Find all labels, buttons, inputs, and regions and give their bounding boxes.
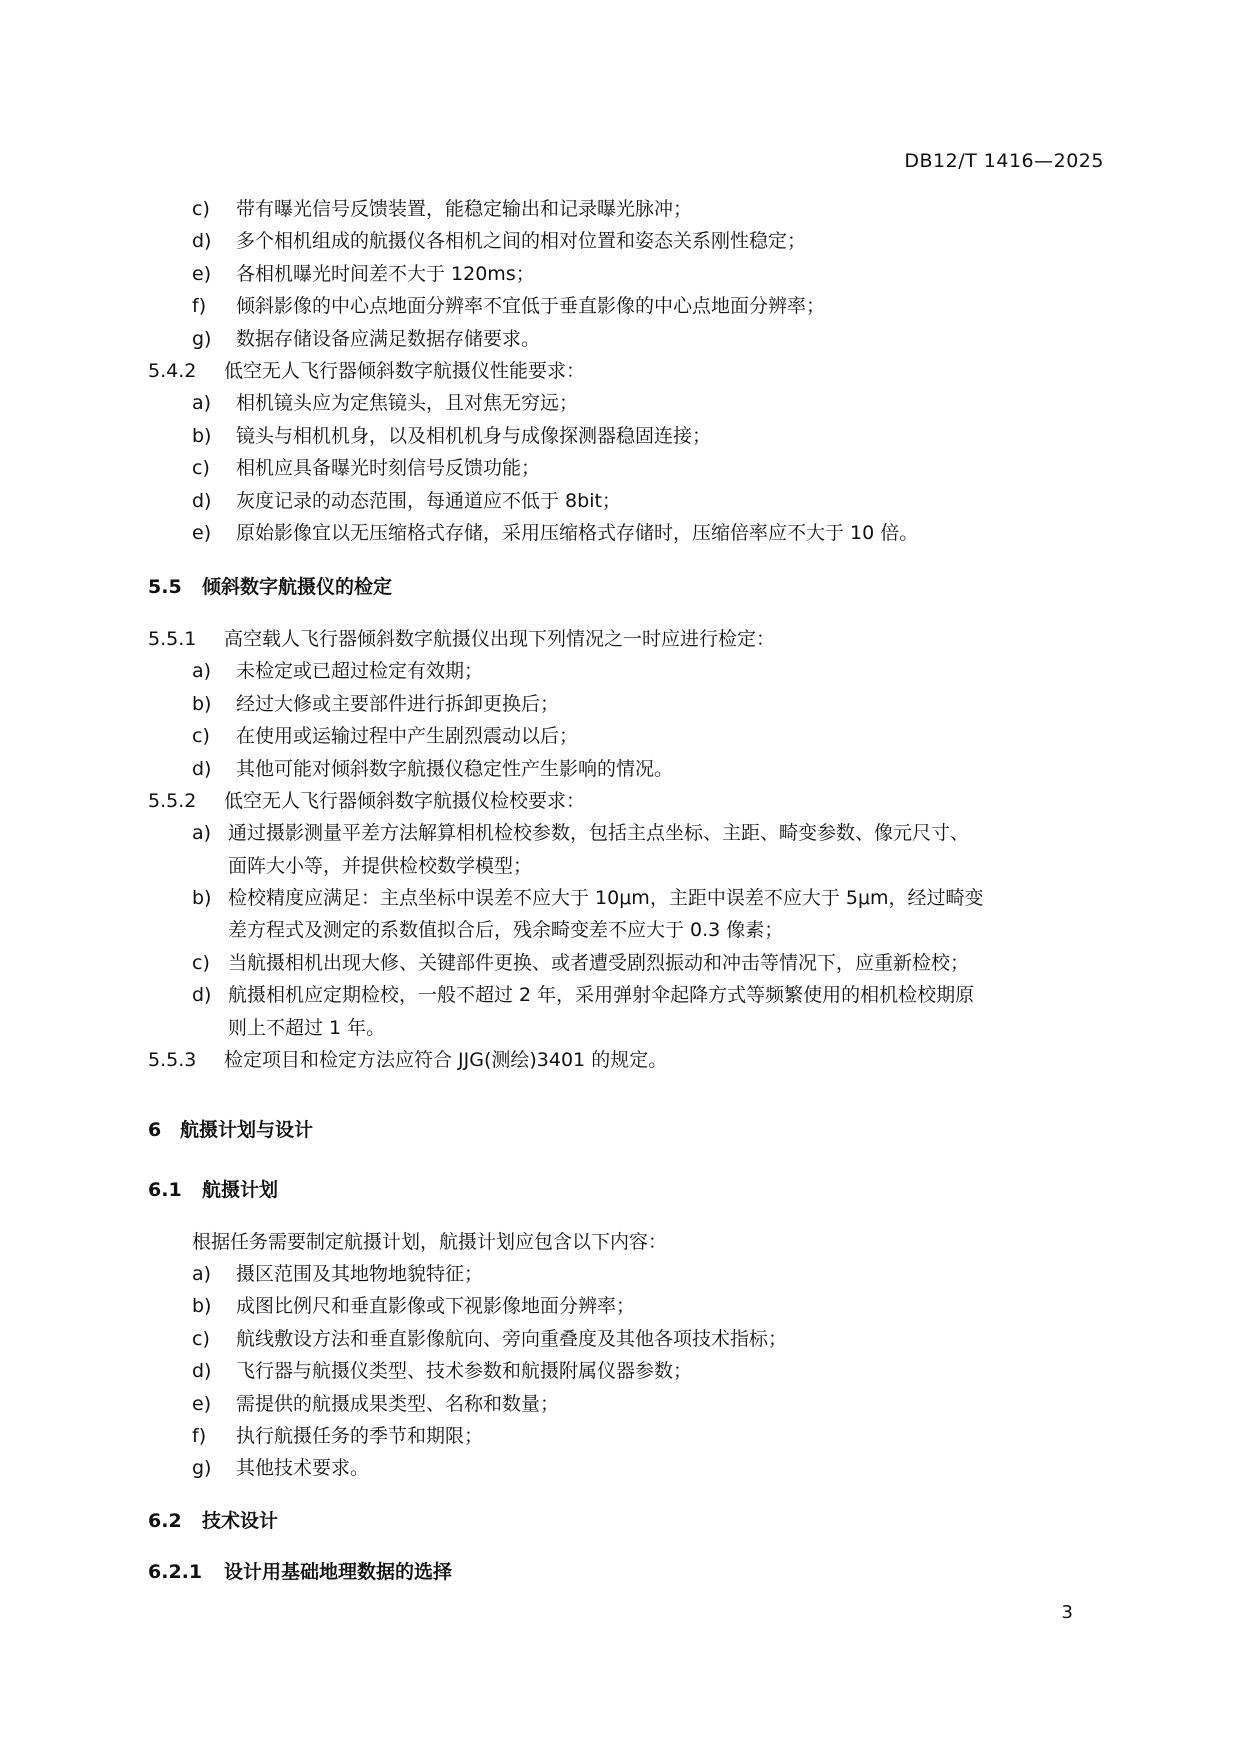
item-label: e) (192, 522, 212, 544)
item-label: b) (192, 887, 212, 909)
section-number: 5.5 (148, 576, 182, 598)
item-text: 航线敷设方法和垂直影像航向、旁向重叠度及其他各项技术指标； (236, 1328, 788, 1350)
clause-text: 低空无人飞行器倾斜数字航摄仪性能要求： (224, 360, 586, 382)
item-text: 灰度记录的动态范围，每通道应不低于 8bit； (236, 490, 621, 512)
clause-number: 6.2.1 (148, 1561, 203, 1583)
item-label: d) (192, 1360, 212, 1382)
doc-code: DB12/T 1416—2025 (904, 150, 1104, 172)
chapter-number: 6 (148, 1119, 162, 1141)
item-label: g) (192, 328, 212, 350)
item-text: 检校精度应满足：主点坐标中误差不应大于 10μm，主距中误差不应大于 5μm，经过畸变 (228, 887, 984, 909)
item-text: 则上不超过 1 年。 (228, 1017, 386, 1039)
item-label: d) (192, 230, 212, 252)
item-text: 需提供的航摄成果类型、名称和数量； (236, 1393, 560, 1415)
item-label: a) (192, 1263, 212, 1285)
item-label: d) (192, 758, 212, 780)
item-text: 当航摄相机出现大修、关键部件更换、或者遭受剧烈振动和冲击等情况下，应重新检校； (228, 952, 970, 974)
item-label: b) (192, 425, 212, 447)
item-text: 摄区范围及其地物地貌特征； (236, 1263, 484, 1285)
item-text: 在使用或运输过程中产生剧烈震动以后； (236, 725, 579, 747)
item-text: 执行航摄任务的季节和期限； (236, 1425, 484, 1447)
item-label: b) (192, 693, 212, 715)
item-text: 通过摄影测量平差方法解算相机检校参数，包括主点坐标、主距、畸变参数、像元尺寸、 (228, 822, 970, 844)
item-label: c) (192, 725, 210, 747)
item-text: 带有曝光信号反馈装置，能稳定输出和记录曝光脉冲； (236, 198, 693, 220)
clause-text: 低空无人飞行器倾斜数字航摄仪检校要求： (224, 790, 586, 812)
item-label: c) (192, 198, 210, 220)
clause-text: 高空载人飞行器倾斜数字航摄仪出现下列情况之一时应进行检定： (224, 628, 776, 650)
item-text: 多个相机组成的航摄仪各相机之间的相对位置和姿态关系刚性稳定； (236, 230, 807, 252)
item-label: f) (192, 295, 207, 317)
item-label: a) (192, 822, 212, 844)
item-text: 各相机曝光时间差不大于 120ms； (236, 263, 535, 285)
item-label: f) (192, 1425, 207, 1447)
item-text: 相机应具备曝光时刻信号反馈功能； (236, 457, 541, 479)
clause-text: 检定项目和检定方法应符合 JJG(测绘)3401 的规定。 (224, 1049, 668, 1071)
item-label: c) (192, 457, 210, 479)
item-label: a) (192, 660, 212, 682)
clause-number: 5.5.2 (148, 790, 197, 812)
page-number: 3 (1061, 1602, 1073, 1623)
item-text: 镜头与相机机身，以及相机机身与成像探测器稳固连接； (236, 425, 712, 447)
item-label: d) (192, 984, 212, 1006)
chapter-title: 航摄计划与设计 (180, 1119, 314, 1141)
clause-number: 5.4.2 (148, 360, 197, 382)
section-title: 航摄计划 (202, 1179, 279, 1201)
clause-number: 5.5.3 (148, 1049, 197, 1071)
item-text: 倾斜影像的中心点地面分辨率不宜低于垂直影像的中心点地面分辨率； (236, 295, 826, 317)
item-text: 未检定或已超过检定有效期； (236, 660, 484, 682)
item-text: 数据存储设备应满足数据存储要求。 (236, 328, 541, 350)
section-title: 技术设计 (202, 1510, 279, 1532)
section-number: 6.1 (148, 1179, 182, 1201)
paragraph-text: 根据任务需要制定航摄计划，航摄计划应包含以下内容： (192, 1231, 668, 1253)
item-text: 差方程式及测定的系数值拟合后，残余畸变差不应大于 0.3 像素； (228, 919, 784, 941)
section-number: 6.2 (148, 1510, 182, 1532)
clause-title: 设计用基础地理数据的选择 (224, 1561, 453, 1583)
item-label: c) (192, 952, 210, 974)
item-text: 其他可能对倾斜数字航摄仪稳定性产生影响的情况。 (236, 758, 674, 780)
item-label: b) (192, 1295, 212, 1317)
item-text: 其他技术要求。 (236, 1457, 370, 1479)
item-text: 飞行器与航摄仪类型、技术参数和航摄附属仪器参数； (236, 1360, 693, 1382)
item-label: d) (192, 490, 212, 512)
clause-number: 5.5.1 (148, 628, 197, 650)
item-label: c) (192, 1328, 210, 1350)
item-label: e) (192, 263, 212, 285)
item-text: 经过大修或主要部件进行拆卸更换后； (236, 693, 560, 715)
item-text: 原始影像宜以无压缩格式存储，采用压缩格式存储时，压缩倍率应不大于 10 倍。 (236, 522, 919, 544)
item-text: 面阵大小等，并提供检校数学模型； (228, 855, 533, 877)
item-text: 航摄相机应定期检校，一般不超过 2 年，采用弹射伞起降方式等频繁使用的相机检校期原 (228, 984, 975, 1006)
section-title: 倾斜数字航摄仪的检定 (202, 576, 393, 598)
item-label: e) (192, 1393, 212, 1415)
item-label: g) (192, 1457, 212, 1479)
item-text: 成图比例尺和垂直影像或下视影像地面分辨率； (236, 1295, 636, 1317)
item-text: 相机镜头应为定焦镜头，且对焦无穷远； (236, 392, 579, 414)
item-label: a) (192, 392, 212, 414)
